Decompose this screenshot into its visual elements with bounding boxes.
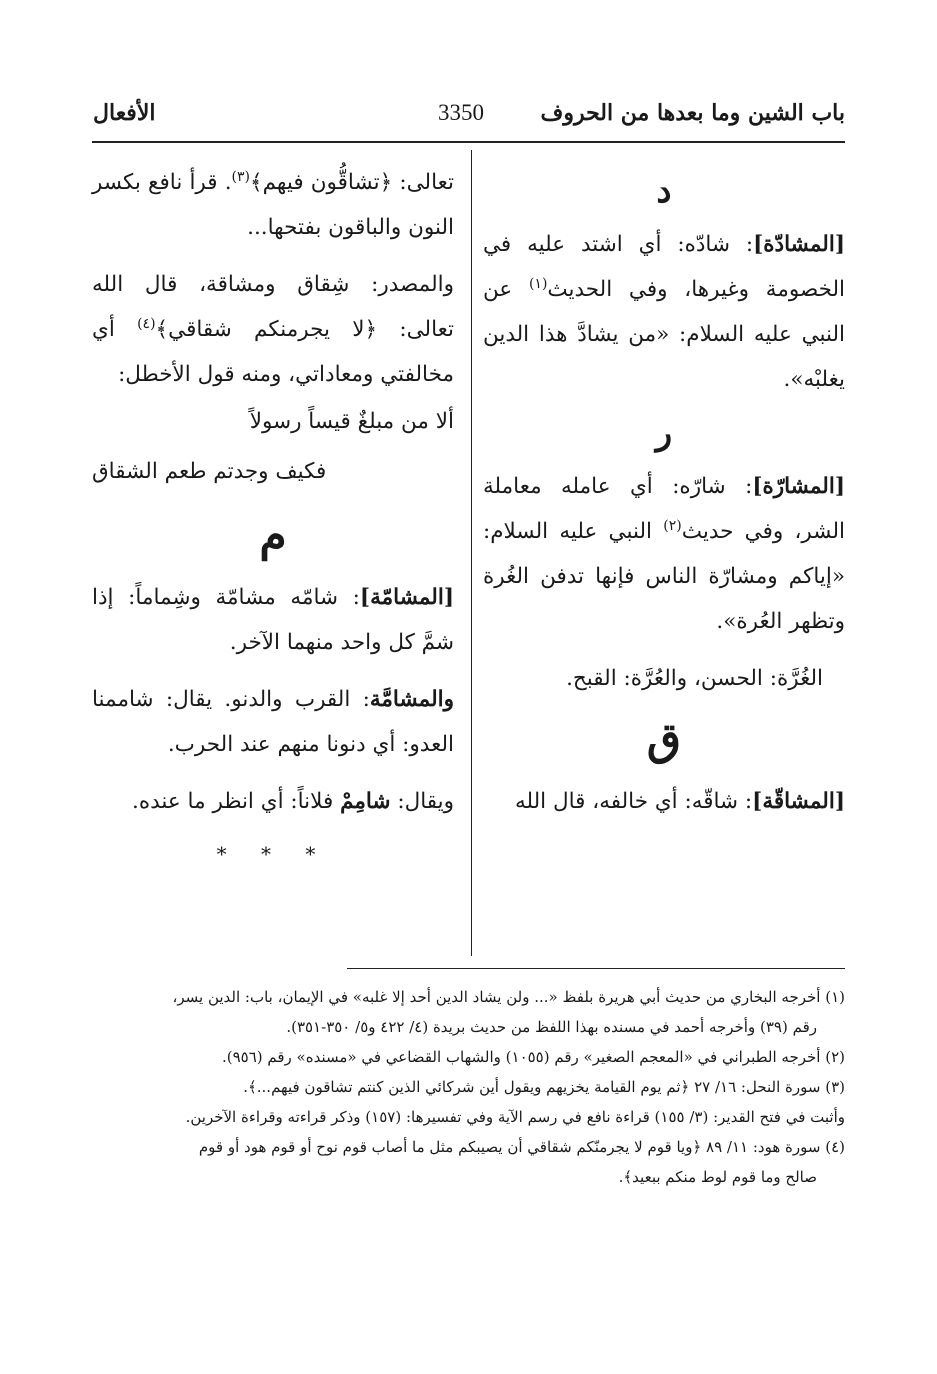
- entry-mushamma-2: [92, 677, 454, 767]
- page-number: 3350: [438, 100, 484, 125]
- column-divider: [471, 150, 472, 956]
- section-end-stars: * * *: [216, 842, 330, 866]
- left-column: [92, 160, 454, 874]
- footnote-4-continued: صالح وما قوم لوط منكم ببعيد﴾.: [618, 1168, 817, 1186]
- running-header-category: الأفعال: [93, 100, 156, 126]
- entry-term: شامِمْ: [340, 789, 391, 814]
- entry-term: [المشارّة]: [752, 474, 845, 499]
- entry-text: أي مخالفتي ومعاداتي، ومنه قول الأخطل:: [92, 317, 454, 387]
- footnote-1: (١) أخرجه البخاري من حديث أبي هريرة بلفظ «... ولن يشاد الدين أحد إلا غلبه» في الإيمان، باب: الدين يسر،: [172, 988, 845, 1006]
- entry-text: فلاناً: أي انظر ما عنده.: [132, 789, 341, 814]
- footnote-3: (٣) سورة النحل: ١٦/ ٢٧ ﴿ثم يوم القيامة يخزيهم ويقول أين شركائي الذين كنتم تشاقون فيهم...﴾.: [243, 1078, 845, 1096]
- right-column: [483, 160, 845, 824]
- entry-term: والمشامَّة: [369, 687, 454, 712]
- entry-mushara: [483, 464, 845, 644]
- entry-text: والمصدر: شِقاق ومشاقة، قال الله تعالى: ﴿لا يجرمنكم شقاقي﴾: [92, 272, 454, 342]
- entry-text: : شاقّه: أي خالفه، قال الله: [514, 789, 753, 814]
- entry-mushadda: [483, 222, 845, 402]
- entry-term: [المشاقّة]: [752, 789, 845, 814]
- footnote-ref: (٤): [137, 315, 156, 332]
- entry-text: تعالى: ﴿تشاقُّون فيهم﴾: [250, 170, 454, 195]
- entry-mushaqqa: [483, 779, 845, 824]
- footnote-ref: (٢): [663, 517, 682, 534]
- footnote-ref: (١): [528, 275, 548, 292]
- header-rule: [92, 141, 845, 143]
- entry-text: عن النبي عليه السلام: «من يشادَّ هذا الدين يغلبْه».: [483, 277, 845, 392]
- entry-text: : القرب والدنو. يقال: شاممنا العدو: أي دنونا منهم عند الحرب.: [92, 687, 454, 757]
- footnote-1-continued: رقم (٣٩) وأخرجه أحمد في مسنده بهذا اللفظ من حديث بريدة (٤/ ٤٢٢ و٥/ ٣٥٠-٣٥١).: [286, 1018, 817, 1036]
- footnote-rule: [347, 968, 845, 969]
- entry-text: : شامّه مشامّة وشِماماً: إذا شمَّ كل واحد منهما الآخر.: [92, 585, 454, 655]
- letter-heading-dal: د: [656, 171, 672, 211]
- poem-verse-first-half: ألا من مبلغٌ قيساً رسولاً: [249, 409, 454, 434]
- letter-heading-mim: م: [259, 510, 287, 561]
- footnote-2: (٢) أخرجه الطبراني في «المعجم الصغير» رقم (١٠٥٥) والشهاب القضاعي في «مسنده» رقم (٩٥٦).: [221, 1048, 845, 1066]
- entry-masdar: [92, 262, 454, 397]
- entry-mushamma: [92, 575, 454, 665]
- entry-term: [المشادّة]: [753, 232, 845, 257]
- entry-shamim: [92, 779, 454, 824]
- footnote-3-continued: وأثبت في فتح القدير: (٣/ ١٥٥) قراءة نافع في رسم الآية وفي تفسيرها: (١٥٧) وذكر قراءته وقراءة الآخرين.: [185, 1108, 845, 1126]
- entry-term: [المشامّة]: [359, 585, 454, 610]
- entry-text: النبي عليه السلام: «إياكم ومشارّة الناس فإنها تدفن الغُرة وتظهر العُرة».: [483, 519, 845, 634]
- entry-text: : شارّه: أي عامله معاملة الشر، وفي حديث: [483, 474, 845, 544]
- footnote-ref: (٣): [231, 168, 251, 185]
- entry-text: ويقال:: [390, 789, 454, 814]
- entry-text: . قرأ نافع بكسر النون والباقون بفتحها...: [92, 170, 454, 240]
- entry-continuation: [92, 160, 454, 250]
- entry-ghurra: الغُرَّة: الحسن، والعُرَّة: القبح.: [566, 666, 823, 691]
- entry-text: : شادّه: أي اشتد عليه في الخصومة وغيرها، وفي الحديث: [483, 232, 845, 302]
- letter-heading-qaf: ق: [646, 714, 682, 765]
- running-header-title: باب الشين وما بعدها من الحروف: [540, 100, 845, 126]
- poem-verse-second-half: فكيف وجدتم طعم الشقاق: [92, 459, 327, 484]
- footnote-4: (٤) سورة هود: ١١/ ٨٩ ﴿ويا قوم لا يجرمنّكم شقاقي أن يصيبكم مثل ما أصاب قوم نوح أو قوم هود أو قوم: [198, 1138, 845, 1156]
- footnotes: [92, 982, 845, 1192]
- letter-heading-ra: ر: [655, 413, 673, 453]
